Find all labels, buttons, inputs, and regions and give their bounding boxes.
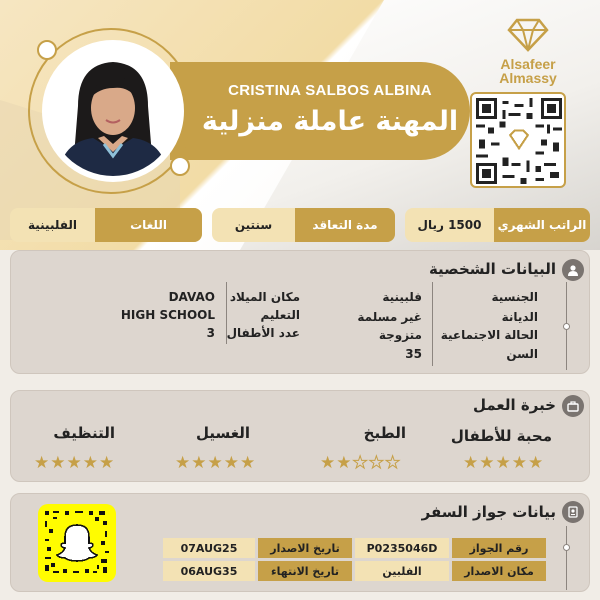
contract-label: مدة التعاقد [295,208,395,242]
expiry-date-value: 06AUG35 [163,561,255,581]
timeline-dot [563,323,570,330]
issue-date-value: 07AUG25 [163,538,255,558]
religion-value: غير مسلمة [357,310,422,324]
company-logo [486,18,570,86]
snapchat-code[interactable] [38,504,116,582]
languages-value: الفلبينية [27,218,78,232]
passport-number-value: P0235046D [355,538,449,558]
ring-dot-top [37,40,57,60]
education-label: التعليم [260,308,300,322]
logo-text-line2: Almassy [499,70,557,86]
star-filled-icon: ★ [175,453,191,473]
passport-timeline-dot [563,544,570,551]
star-filled-icon: ★ [511,453,527,473]
salary-pill [405,208,590,242]
expiry-date-label: تاريخ الانتهاء [258,561,352,581]
religion-label: الديانة [501,310,538,324]
marital-label: الحالة الاجتماعية [440,328,538,342]
skill-name-childcare: محبة للأطفال [450,427,552,445]
birthplace-value: DAVAO [168,290,215,304]
issue-place-label: مكان الاصدار [452,561,546,581]
children-label: عدد الأطفال [226,326,300,340]
star-filled-icon: ★ [82,453,98,473]
qr-code[interactable] [470,92,566,188]
rating-childcare [463,455,543,472]
star-filled-icon: ★ [528,453,544,473]
passport-timeline-line [566,526,567,590]
languages-pill [10,208,202,242]
rating-cooking [320,455,400,472]
skill-name-laundry: الغسيل [195,424,250,442]
nationality-value: فلبينية [382,290,422,304]
salary-value: 1500 ريال [417,218,482,232]
rating-cleaning [34,455,114,472]
star-filled-icon: ★ [495,453,511,473]
person-name: CRISTINA SALBOS ALBINA [228,82,432,99]
diamond-logo-icon [505,18,551,52]
passport-title: بيانات جواز السفر [421,503,556,521]
rating-laundry [175,455,255,472]
column-divider-right [432,282,433,366]
star-empty-icon: ★ [385,453,401,473]
star-filled-icon: ★ [463,453,479,473]
contract-value: سنتين [234,218,273,232]
profession-title: المهنة عاملة منزلية [201,106,459,137]
experience-title: خبرة العمل [472,396,556,414]
star-filled-icon: ★ [50,453,66,473]
briefcase-icon [562,395,584,417]
personal-info-title: البيانات الشخصية [428,260,556,278]
star-filled-icon: ★ [320,453,336,473]
contract-pill [212,208,395,242]
user-icon [562,259,584,281]
star-filled-icon: ★ [479,453,495,473]
star-filled-icon: ★ [66,453,82,473]
star-filled-icon: ★ [240,453,256,473]
nationality-label: الجنسية [491,290,538,304]
star-filled-icon: ★ [223,453,239,473]
passport-number-label: رقم الجواز [452,538,546,558]
star-filled-icon: ★ [99,453,115,473]
birthplace-label: مكان الميلاد [229,290,300,304]
profile-photo [42,40,184,182]
star-filled-icon: ★ [207,453,223,473]
education-value: HIGH SCHOOL [120,308,215,322]
star-filled-icon: ★ [34,453,50,473]
passport-icon [562,501,584,523]
age-value: 35 [405,347,422,361]
marital-value: متزوجة [378,328,422,342]
star-empty-icon: ★ [368,453,384,473]
languages-label: اللغات [95,208,202,242]
star-filled-icon: ★ [336,453,352,473]
ring-dot-bottom [170,156,190,176]
children-value: 3 [206,326,215,340]
skill-name-cleaning: التنظيف [53,424,115,442]
issue-place-value: الفلبين [355,561,449,581]
star-filled-icon: ★ [191,453,207,473]
logo-text-line1: Alsafeer [500,56,556,72]
salary-label: الراتب الشهري [494,208,590,242]
issue-date-label: تاريخ الاصدار [258,538,352,558]
skill-name-cooking: الطبخ [363,424,406,442]
age-label: السن [506,347,538,361]
star-empty-icon: ★ [352,453,368,473]
